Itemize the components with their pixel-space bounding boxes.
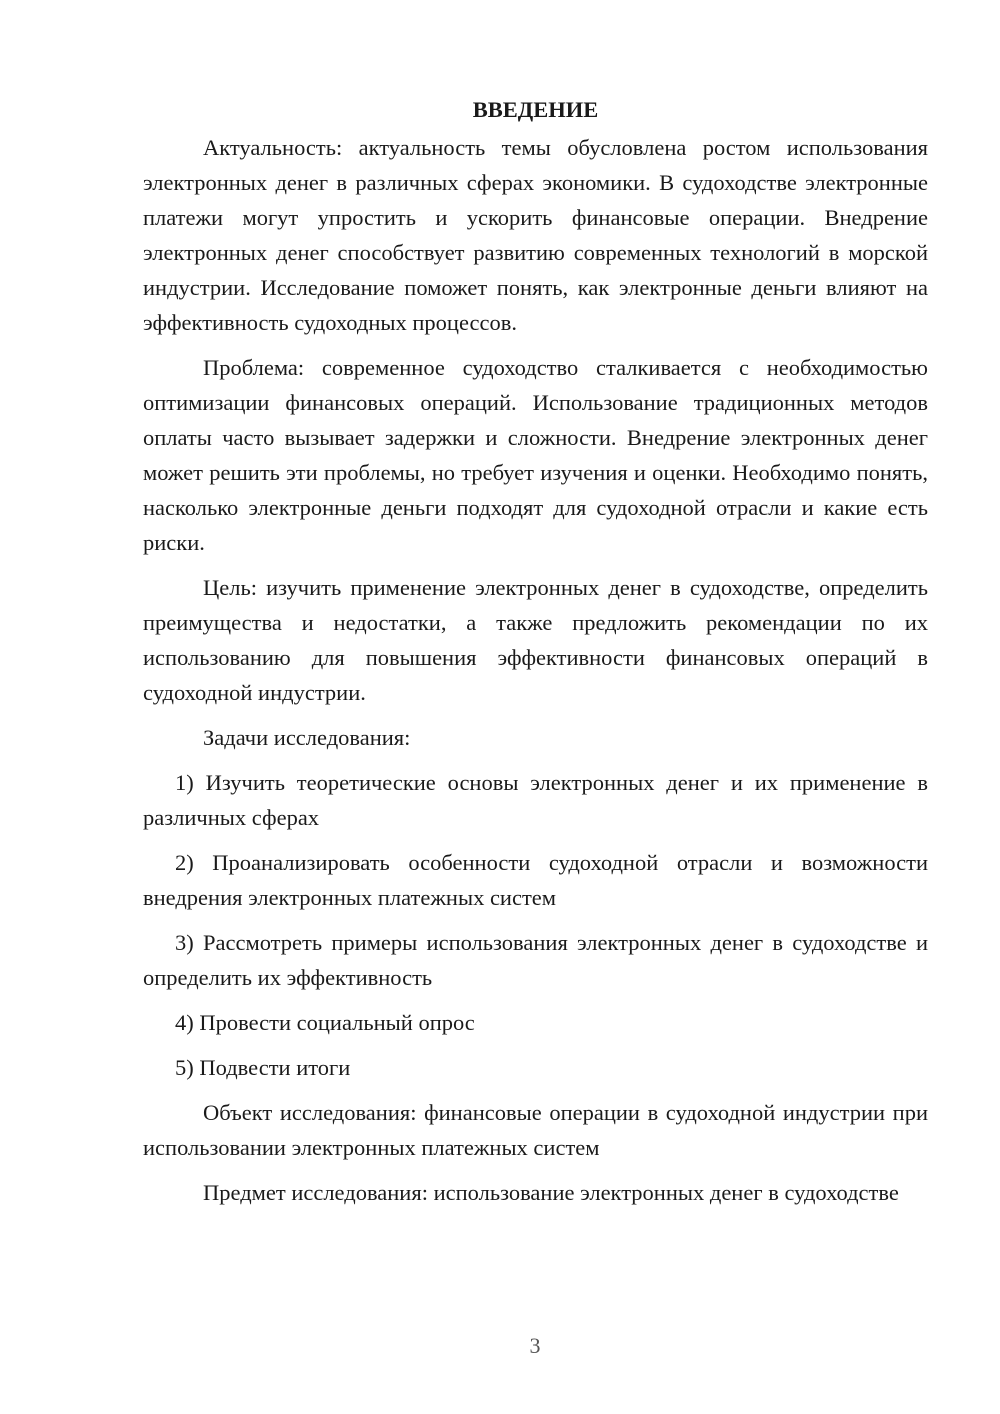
section-title: ВВЕДЕНИЕ	[472, 97, 599, 122]
page-number: 3	[529, 1333, 541, 1358]
task-item-1: 1) Изучить теоретические основы электронных денег и их применение в различных сферах	[143, 770, 928, 830]
paragraph-object: Объект исследования: финансовые операции в судоходной индустрии при использовании электронных платежных систем	[143, 1100, 928, 1160]
paragraph-problem: Проблема: современное судоходство сталкивается с необходимостью оптимизации финансовых операций. Использование традиционных методов оплаты часто вызывает задержки и сложности. Внедрение электронных денег может решить эти проблемы, но требует изучения и оценки. Необходимо понять, насколько электронные деньги подходят для судоходной отрасли и какие есть риски.	[143, 355, 928, 555]
task-item-3: 3) Рассмотреть примеры использования электронных денег в судоходстве и определить их эффективность	[143, 930, 928, 990]
task-item-2: 2) Проанализировать особенности судоходной отрасли и возможности внедрения электронных платежных систем	[143, 850, 928, 910]
task-item-4: 4) Провести социальный опрос	[175, 1010, 475, 1035]
task-item-5: 5) Подвести итоги	[175, 1055, 351, 1080]
page-content	[143, 92, 928, 1220]
paragraph-subject: Предмет исследования: использование электронных денег в судоходстве	[203, 1180, 899, 1205]
paragraph-goal: Цель: изучить применение электронных денег в судоходстве, определить преимущества и недостатки, а также предложить рекомендации по их использованию для повышения эффективности финансовых операций в судоходной индустрии.	[143, 575, 928, 705]
paragraph-relevance: Актуальность: актуальность темы обусловлена ростом использования электронных денег в различных сферах экономики. В судоходстве электронные платежи могут упростить и ускорить финансовые операции. Внедрение электронных денег способствует развитию современных технологий в морской индустрии. Исследование поможет понять, как электронные деньги влияют на эффективность судоходных процессов.	[143, 135, 928, 335]
tasks-heading: Задачи исследования:	[203, 725, 411, 750]
